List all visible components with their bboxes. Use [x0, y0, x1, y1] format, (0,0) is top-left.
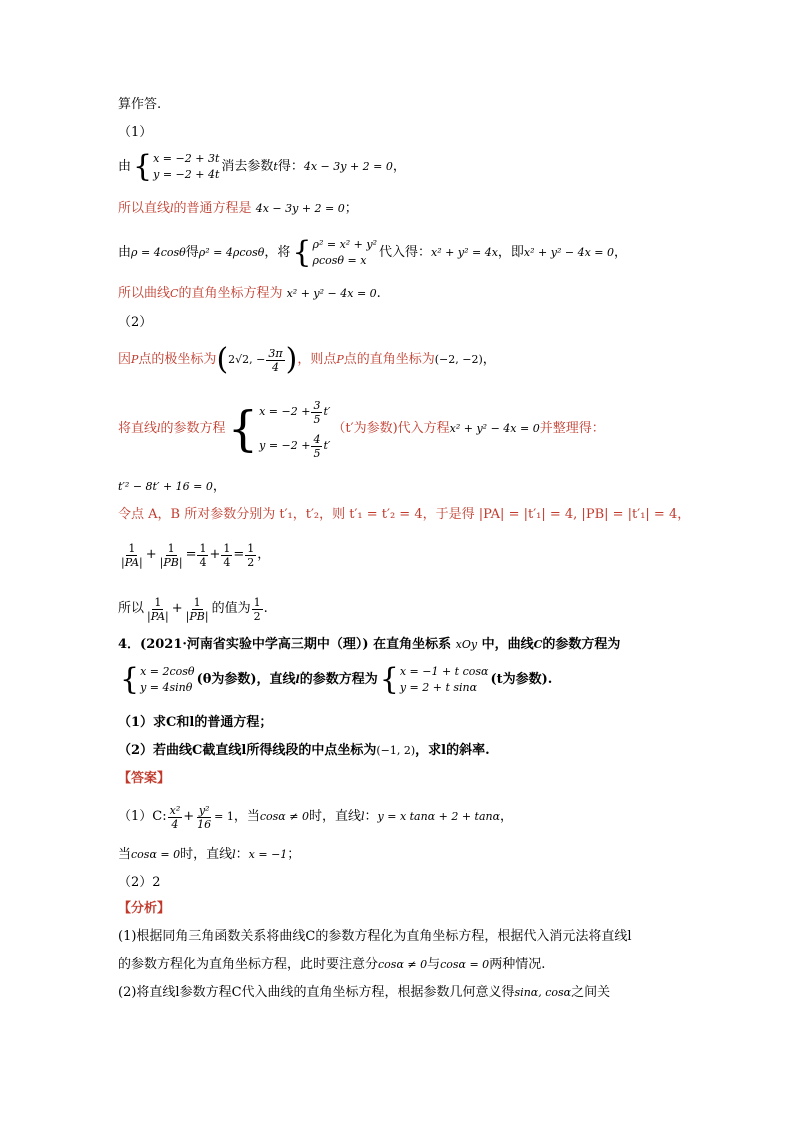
text: 两种情况.	[489, 957, 546, 972]
part-label: （1）	[118, 125, 153, 140]
answer-1b	[118, 846, 300, 864]
text: y = −2 +	[259, 439, 311, 452]
equation: ρ² = x² + y²	[312, 238, 378, 251]
text: 点的直角坐标为	[343, 352, 435, 367]
equation: 4x − 3y + 2 = 0	[303, 160, 393, 173]
text-line	[118, 342, 496, 378]
text: (1)根据同角三角函数关系将曲线C的参数方程化为直角坐标方程，根据代入消元法将直线l	[118, 929, 632, 944]
math: = 1	[214, 810, 234, 823]
text: 所以	[118, 601, 145, 616]
numerator: 4	[313, 432, 321, 446]
brace: {	[227, 401, 259, 457]
numerator: 1	[154, 595, 162, 609]
right-paren: )	[285, 342, 298, 377]
text: 与	[427, 957, 441, 972]
text: 算作答.	[118, 97, 162, 112]
text: 所以曲线	[118, 286, 171, 301]
equation-system	[228, 395, 331, 463]
numerator: 1	[223, 541, 231, 555]
left-paren: (	[216, 342, 229, 377]
denominator: 5	[313, 446, 321, 460]
text: ；	[344, 201, 358, 216]
text: ，	[392, 159, 406, 174]
text: 当	[118, 847, 132, 862]
analysis-line	[118, 984, 610, 1002]
operator: +	[209, 547, 221, 562]
text: 【分析】	[118, 901, 171, 916]
text: 将直线	[118, 421, 158, 436]
denominator: |PA|	[121, 555, 143, 569]
text: 由	[118, 159, 132, 174]
system-lines	[153, 151, 219, 183]
text: 所以直线	[118, 201, 171, 216]
operator: =	[185, 547, 197, 562]
equation-system	[120, 664, 195, 696]
equation: y = x tanα + 2 + tanα	[377, 810, 501, 823]
equation: x = −2 + 3t	[153, 152, 220, 165]
text: （t′为参数)代入方程	[332, 421, 450, 436]
fraction	[158, 542, 185, 569]
question-2	[118, 742, 490, 760]
fraction	[252, 596, 263, 623]
equation: x² + y² − 4x = 0	[523, 246, 614, 259]
text: ，将	[264, 245, 291, 260]
text: 的值为	[211, 601, 251, 616]
equation: x = −1 + t cosα	[399, 665, 489, 678]
text: ，	[212, 479, 226, 494]
denominator: |PA|	[147, 609, 169, 623]
denominator: |PB|	[185, 609, 209, 623]
text: 由	[118, 245, 132, 260]
text-line	[118, 236, 627, 270]
equation: x = −1	[248, 848, 288, 861]
denominator: 4	[171, 817, 179, 831]
equation: x = 2cosθ	[140, 665, 195, 678]
math: cosα = 0	[131, 848, 181, 861]
text: 的直角坐标方程为	[178, 286, 283, 301]
analysis-tag	[118, 900, 170, 918]
numerator: 1	[199, 541, 207, 555]
brace: {	[379, 662, 399, 697]
text: 因	[118, 352, 132, 367]
text: 【答案】	[118, 771, 171, 786]
part-label: （2）	[118, 315, 153, 330]
text: 时，直线	[180, 847, 233, 862]
fraction	[195, 804, 213, 831]
answer-tag	[118, 770, 170, 788]
text: ，即	[497, 245, 524, 260]
equation: x² + y² − 4x = 0	[449, 422, 540, 435]
operator: +	[171, 601, 183, 616]
text: ：	[235, 847, 249, 862]
text: 时，直线	[308, 809, 361, 824]
fraction	[245, 542, 256, 569]
analysis-line	[118, 956, 545, 974]
equation: ρcosθ = x	[312, 254, 367, 267]
text: .	[376, 286, 381, 301]
text: 代入得：	[379, 245, 432, 260]
text-line	[118, 314, 152, 332]
text: （1）求C和l的普通方程；	[118, 715, 273, 730]
equation: x² + y² − 4x = 0	[286, 287, 377, 300]
numerator: x²	[169, 803, 181, 817]
equation: 4x − 3y + 2 = 0	[255, 202, 345, 215]
fraction	[311, 433, 322, 460]
text-line	[118, 590, 268, 628]
brace: {	[120, 662, 140, 697]
brace: {	[292, 235, 312, 270]
text: 4．(2021·河南省实验中学高三期中（理）) 在直角坐标系	[118, 637, 452, 652]
text: ，	[482, 352, 496, 367]
text: （2）2	[118, 875, 161, 890]
numerator: 1	[167, 541, 175, 555]
text-line	[118, 150, 406, 184]
fraction	[266, 347, 284, 374]
fraction	[145, 596, 171, 623]
equation-system	[380, 664, 489, 696]
text: 的参数方程化为直角坐标方程，此时要注意分	[118, 957, 379, 972]
operator: =	[233, 547, 245, 562]
numerator: 1	[128, 541, 136, 555]
math: cosα ≠ 0	[259, 810, 309, 823]
math: cosα ≠ 0	[378, 958, 428, 971]
text: （1）C:	[118, 809, 167, 824]
text: 得	[185, 245, 199, 260]
denominator: 16	[197, 817, 212, 831]
math: C	[533, 638, 543, 651]
text: ，	[257, 547, 271, 562]
math: l	[170, 202, 174, 215]
math: xOy	[455, 638, 478, 651]
text-line	[118, 124, 152, 142]
math: t	[273, 160, 278, 173]
equation: y = 2 + t sinα	[399, 681, 478, 694]
denominator: |PB|	[159, 555, 183, 569]
numerator: 3	[313, 398, 321, 412]
text: 的参数方程为	[542, 637, 621, 652]
fraction	[119, 542, 145, 569]
system-lines	[259, 395, 330, 463]
numerator: 1	[193, 595, 201, 609]
system-lines	[312, 237, 377, 269]
numerator: y²	[198, 803, 210, 817]
system-lines	[400, 664, 489, 696]
numerator: 3π	[268, 346, 283, 360]
denominator: 2	[253, 609, 261, 623]
text: （2）若曲线C截直线l所得线段的中点坐标为	[118, 743, 377, 758]
text: 点的极坐标为	[138, 352, 217, 367]
problem-statement	[118, 662, 552, 698]
math: P	[131, 353, 139, 366]
text: 消去参数	[221, 159, 274, 174]
text-line	[118, 285, 381, 303]
math: 2√2, −	[228, 353, 266, 366]
text: ：	[364, 809, 378, 824]
text-line	[118, 393, 605, 465]
equation: y = −2 + 4t	[153, 168, 220, 181]
fraction	[168, 804, 183, 831]
text: 并整理得：	[539, 421, 605, 436]
denominator: 4	[199, 555, 207, 569]
math: (−2, −2)	[434, 353, 483, 366]
operator: +	[183, 809, 195, 824]
analysis-line	[118, 928, 632, 946]
fraction	[184, 596, 211, 623]
text: 之间关	[571, 985, 611, 1000]
problem-heading	[118, 636, 620, 654]
text: (θ为参数)，直线	[196, 672, 296, 687]
equation: t′² − 8t′ + 16 = 0	[118, 480, 213, 493]
denominator: 2	[247, 555, 255, 569]
math: cosα = 0	[440, 958, 490, 971]
text: 中，曲线	[481, 637, 534, 652]
operator: +	[145, 547, 157, 562]
math: (−1, 2)	[376, 744, 416, 757]
brace: {	[133, 149, 153, 184]
text: 的参数方程为	[299, 672, 378, 687]
text: (2)将直线l参数方程C代入曲线的直角坐标方程，根据参数几何意义得	[118, 985, 515, 1000]
text: 的普通方程是	[173, 201, 252, 216]
equation: ρ = 4cosθ	[131, 246, 186, 259]
equation	[259, 429, 330, 463]
question-1	[118, 714, 272, 732]
math: l	[232, 848, 236, 861]
system-lines	[140, 664, 194, 696]
text: t′	[323, 405, 331, 418]
fraction	[311, 399, 322, 426]
text: ，则点	[297, 352, 337, 367]
answer-2	[118, 874, 161, 892]
text-line	[118, 536, 270, 574]
text: 的参数方程	[160, 421, 226, 436]
text: .	[263, 601, 268, 616]
math: C	[170, 287, 179, 300]
answer-1	[118, 798, 513, 836]
text: ，	[500, 809, 514, 824]
text-line	[118, 478, 226, 496]
fraction	[221, 542, 232, 569]
math: l	[360, 810, 365, 823]
math: l	[295, 673, 300, 686]
text: ，	[614, 245, 628, 260]
text: x = −2 +	[259, 405, 311, 418]
denominator: 4	[271, 360, 279, 374]
denominator: 4	[223, 555, 231, 569]
math: P	[336, 353, 344, 366]
text: ，求l的斜率.	[415, 743, 490, 758]
text-line	[118, 200, 358, 218]
numerator: 1	[253, 595, 261, 609]
equation-system	[133, 151, 219, 183]
fraction	[197, 542, 208, 569]
equation: ρ² = 4ρcosθ	[198, 246, 265, 259]
numerator: 1	[247, 541, 255, 555]
text-line	[118, 96, 161, 114]
equation	[259, 395, 330, 429]
text: t′	[323, 439, 331, 452]
text: (t为参数).	[490, 672, 553, 687]
math: l	[157, 422, 161, 435]
text: ；	[287, 847, 301, 862]
equation-system	[292, 237, 377, 269]
text: ，当	[233, 809, 260, 824]
equation: x² + y² = 4x	[431, 246, 498, 259]
text: 令点 A，B 所对参数分别为 t′₁，t′₂，则 t′₁ = t′₂ = 4，于是得 |PA| = |t′₁| = 4, |PB| = |t′₁| = 4，	[118, 507, 691, 522]
equation: y = 4sinθ	[140, 681, 193, 694]
denominator: 5	[313, 412, 321, 426]
text: 得：	[277, 159, 304, 174]
math: sinα, cosα	[514, 986, 572, 999]
text-line	[118, 506, 690, 524]
